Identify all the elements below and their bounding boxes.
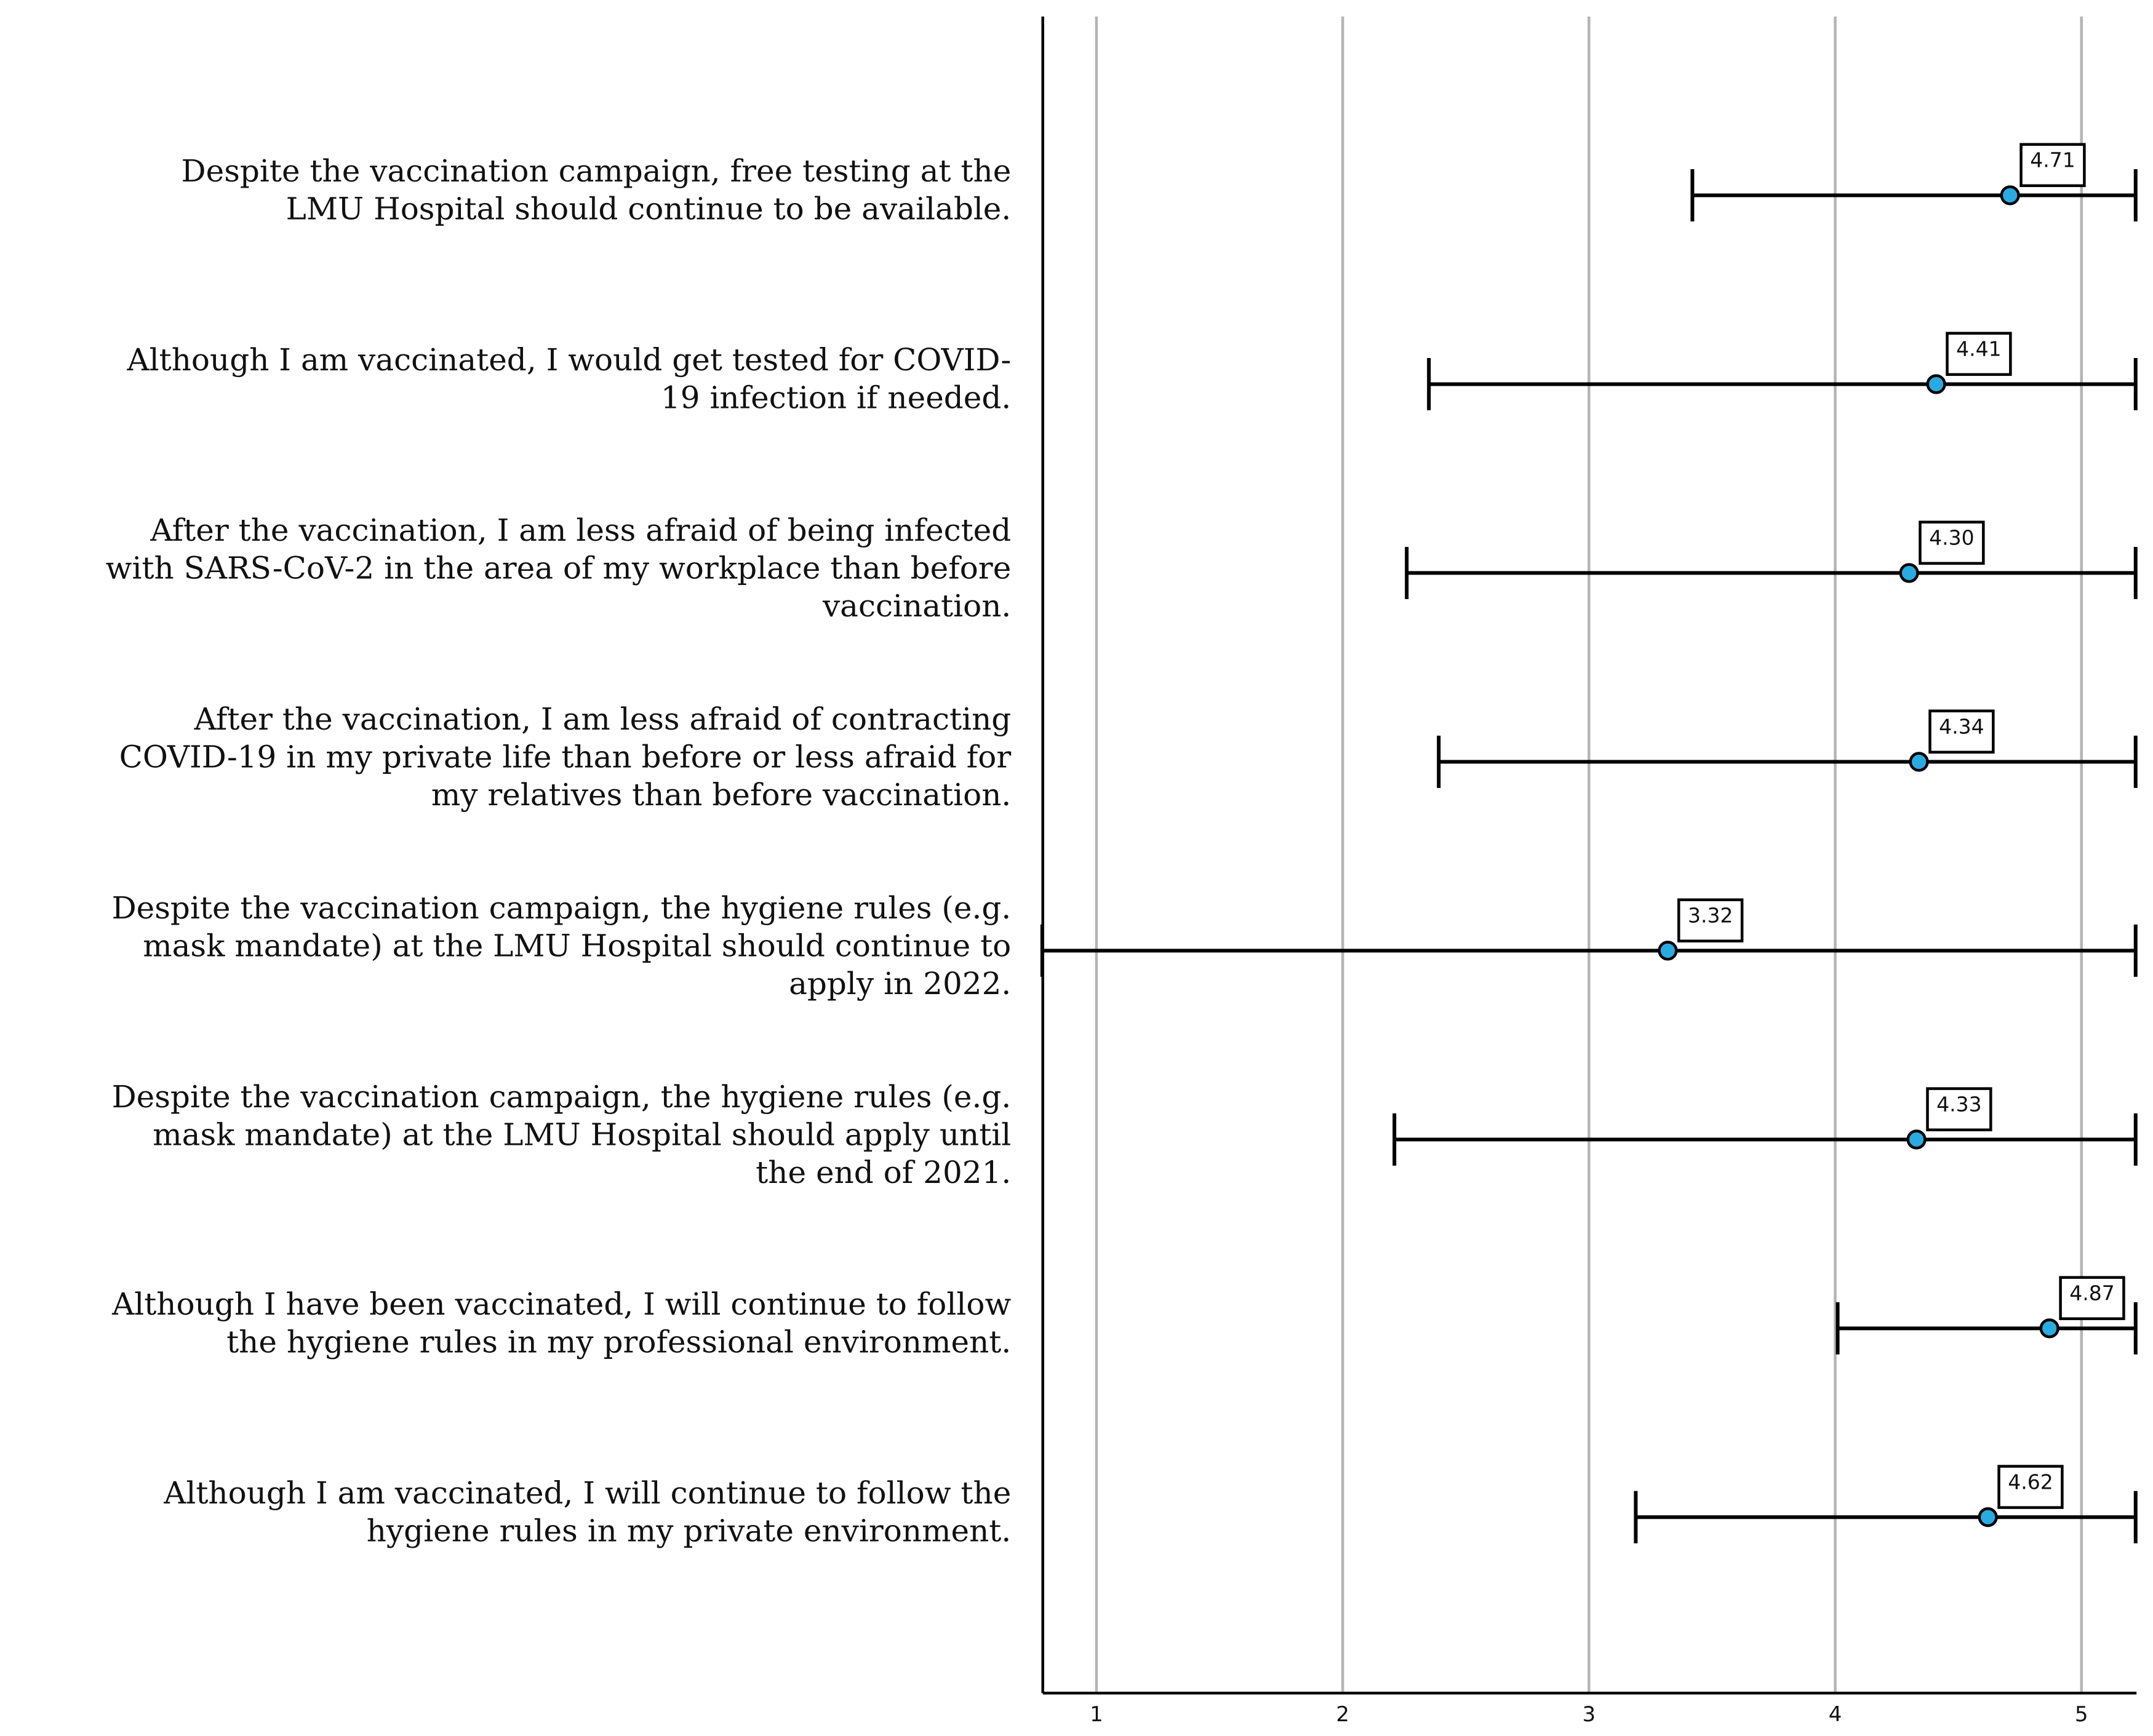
mean-point	[1979, 1508, 1997, 1526]
value-label: 4.87	[2069, 1281, 2115, 1305]
y-category-label-line: mask mandate) at the LMU Hospital should apply until	[153, 1117, 1012, 1153]
y-category-label-line: the hygiene rules in my professional environment.	[226, 1324, 1012, 1360]
mean-point	[1928, 376, 1945, 393]
y-category-label-line: After the vaccination, I am less afraid of contracting	[194, 701, 1012, 737]
y-category-label-line: hygiene rules in my private environment.	[366, 1513, 1012, 1549]
mean-point	[1911, 754, 1928, 771]
mean-point	[1908, 1131, 1925, 1148]
value-label: 3.32	[1687, 903, 1733, 928]
value-label: 4.30	[1929, 525, 1975, 550]
y-category-label-line: the end of 2021.	[756, 1154, 1012, 1190]
y-category-label-line: apply in 2022.	[789, 965, 1012, 1001]
x-tick-label: 4	[1828, 1702, 1842, 1727]
x-tick-label: 3	[1582, 1702, 1596, 1727]
mean-point	[2002, 187, 2019, 204]
x-tick-label: 5	[2074, 1702, 2088, 1727]
y-category-label-line: Despite the vaccination campaign, the hygiene rules (e.g.	[111, 1078, 1012, 1115]
value-label: 4.62	[2008, 1470, 2053, 1494]
y-category-label-line: mask mandate) at the LMU Hospital should continue to	[143, 928, 1012, 964]
x-tick-label: 2	[1336, 1702, 1349, 1727]
y-category-labels	[106, 153, 1012, 1548]
mean-value-labels	[1679, 145, 2123, 1508]
y-category-label-line: my relatives than before vaccination.	[431, 776, 1012, 813]
y-category-label-line: Although I have been vaccinated, I will continue to follow	[112, 1286, 1012, 1322]
y-category-label-line: LMU Hospital should continue to be available.	[286, 191, 1012, 227]
mean-point	[1660, 942, 1677, 960]
y-category-label-line: After the vaccination, I am less afraid of being infected	[150, 512, 1012, 548]
mean-point	[2041, 1320, 2058, 1337]
y-category-label-line: Although I am vaccinated, I will continue to follow the	[164, 1475, 1012, 1511]
value-label: 4.71	[2030, 148, 2075, 172]
mean-points	[1660, 187, 2058, 1526]
x-tick-labels	[1090, 1702, 2088, 1727]
y-category-label-line: COVID-19 in my private life than before or less afraid for	[119, 739, 1012, 775]
y-category-label-line: vaccination.	[822, 587, 1012, 624]
value-label: 4.33	[1936, 1092, 1982, 1117]
y-category-label-line: Despite the vaccination campaign, free testing at the	[181, 153, 1012, 189]
mean-point	[1901, 565, 1918, 582]
value-label: 4.41	[1956, 336, 2002, 361]
y-category-label-line: with SARS-CoV-2 in the area of my workplace than before	[105, 550, 1012, 586]
y-category-label-line: Although I am vaccinated, I would get tested for COVID-	[127, 342, 1012, 378]
value-label: 4.34	[1939, 714, 1984, 739]
y-category-label-line: Despite the vaccination campaign, the hygiene rules (e.g.	[111, 890, 1012, 926]
y-category-label-line: 19 infection if needed.	[660, 380, 1012, 416]
vertical-gridlines	[1096, 17, 2082, 1693]
x-tick-label: 1	[1090, 1702, 1103, 1727]
